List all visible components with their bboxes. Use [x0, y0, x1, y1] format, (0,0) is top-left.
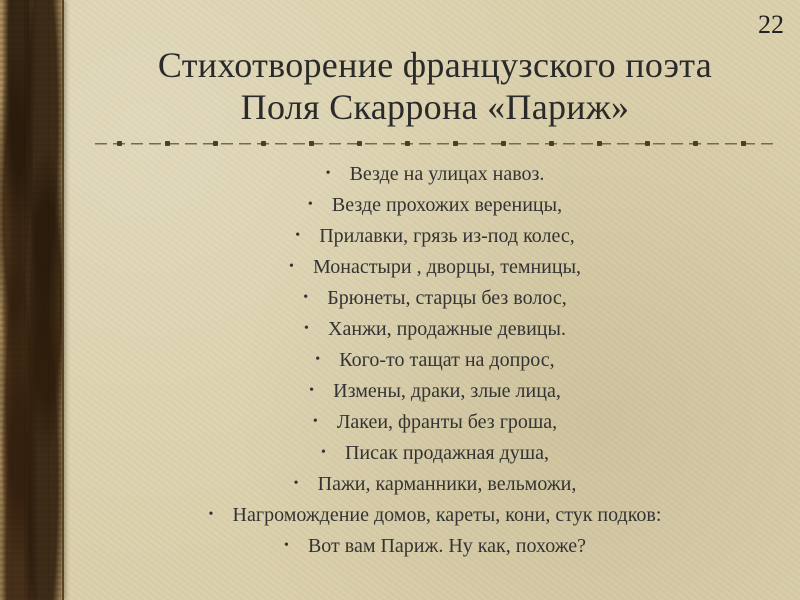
bullet-icon: • [312, 413, 318, 429]
divider-dot [741, 141, 746, 146]
poem-line [70, 345, 800, 376]
poem-line-text: Измены, драки, злые лица, [333, 380, 561, 402]
poem-line-text: Нагромождение домов, кареты, кони, стук подков: [232, 504, 662, 526]
divider-dot [645, 141, 650, 146]
poem-line [70, 190, 800, 221]
bullet-icon: • [320, 444, 326, 460]
divider-dot [501, 141, 506, 146]
title-line-2: Поля Скаррона «Париж» [240, 87, 630, 127]
bullet-icon: • [303, 289, 309, 305]
divider-dot [549, 141, 554, 146]
bullet-icon: • [304, 320, 309, 336]
poem-line [70, 159, 800, 190]
poem-line [70, 531, 800, 562]
divider-dot [597, 141, 602, 146]
bullet-icon: • [288, 258, 294, 274]
divider-dot [357, 141, 362, 146]
poem-line [70, 221, 800, 252]
poem-line [70, 376, 800, 407]
poem-line-text: Вот вам Париж. Ну как, похоже? [307, 535, 587, 557]
title-line-1: Стихотворение французского поэта [157, 45, 713, 85]
poem-line-text: Везде на улицах навоз. [349, 163, 545, 185]
bullet-icon: • [295, 227, 301, 243]
slide-number: 22 [758, 10, 784, 39]
bullet-icon: • [325, 165, 331, 181]
poem-bullet-list [70, 159, 800, 562]
bullet-icon: • [315, 351, 321, 367]
poem-line-text: Везде прохожих вереницы, [331, 194, 563, 216]
poem-line [70, 469, 800, 500]
poem-line [70, 314, 800, 345]
decorative-side-strip [0, 0, 64, 600]
bullet-icon: • [293, 475, 299, 491]
divider-dot [117, 141, 122, 146]
poem-line [70, 252, 800, 283]
bullet-icon: • [307, 196, 313, 212]
slide-title [70, 44, 800, 128]
divider-dot [165, 141, 170, 146]
poem-line [70, 500, 800, 531]
poem-line [70, 283, 800, 314]
poem-line-text: Монастыри , дворцы, темницы, [312, 256, 582, 278]
title-divider [95, 140, 775, 148]
divider-dot [213, 141, 218, 146]
bullet-icon: • [283, 537, 289, 553]
poem-line [70, 407, 800, 438]
poem-line-text: Ханжи, продажные девицы. [328, 318, 566, 340]
poem-line-text: Кого-то тащат на допрос, [339, 349, 555, 371]
poem-line [70, 438, 800, 469]
poem-line-text: Брюнеты, старцы без волос, [327, 287, 567, 309]
divider-dot [261, 141, 266, 146]
divider-dot [405, 141, 410, 146]
poem-line-text: Лакеи, франты без гроша, [336, 411, 558, 433]
divider-dot [693, 141, 698, 146]
poem-line-text: Пажи, карманники, вельможи, [317, 473, 577, 495]
divider-dot [453, 141, 458, 146]
bullet-icon: • [208, 506, 214, 522]
bullet-icon: • [309, 382, 315, 398]
poem-line-text: Писак продажная душа, [344, 442, 550, 464]
divider-dot [309, 141, 314, 146]
poem-line-text: Прилавки, грязь из-под колес, [319, 225, 575, 247]
